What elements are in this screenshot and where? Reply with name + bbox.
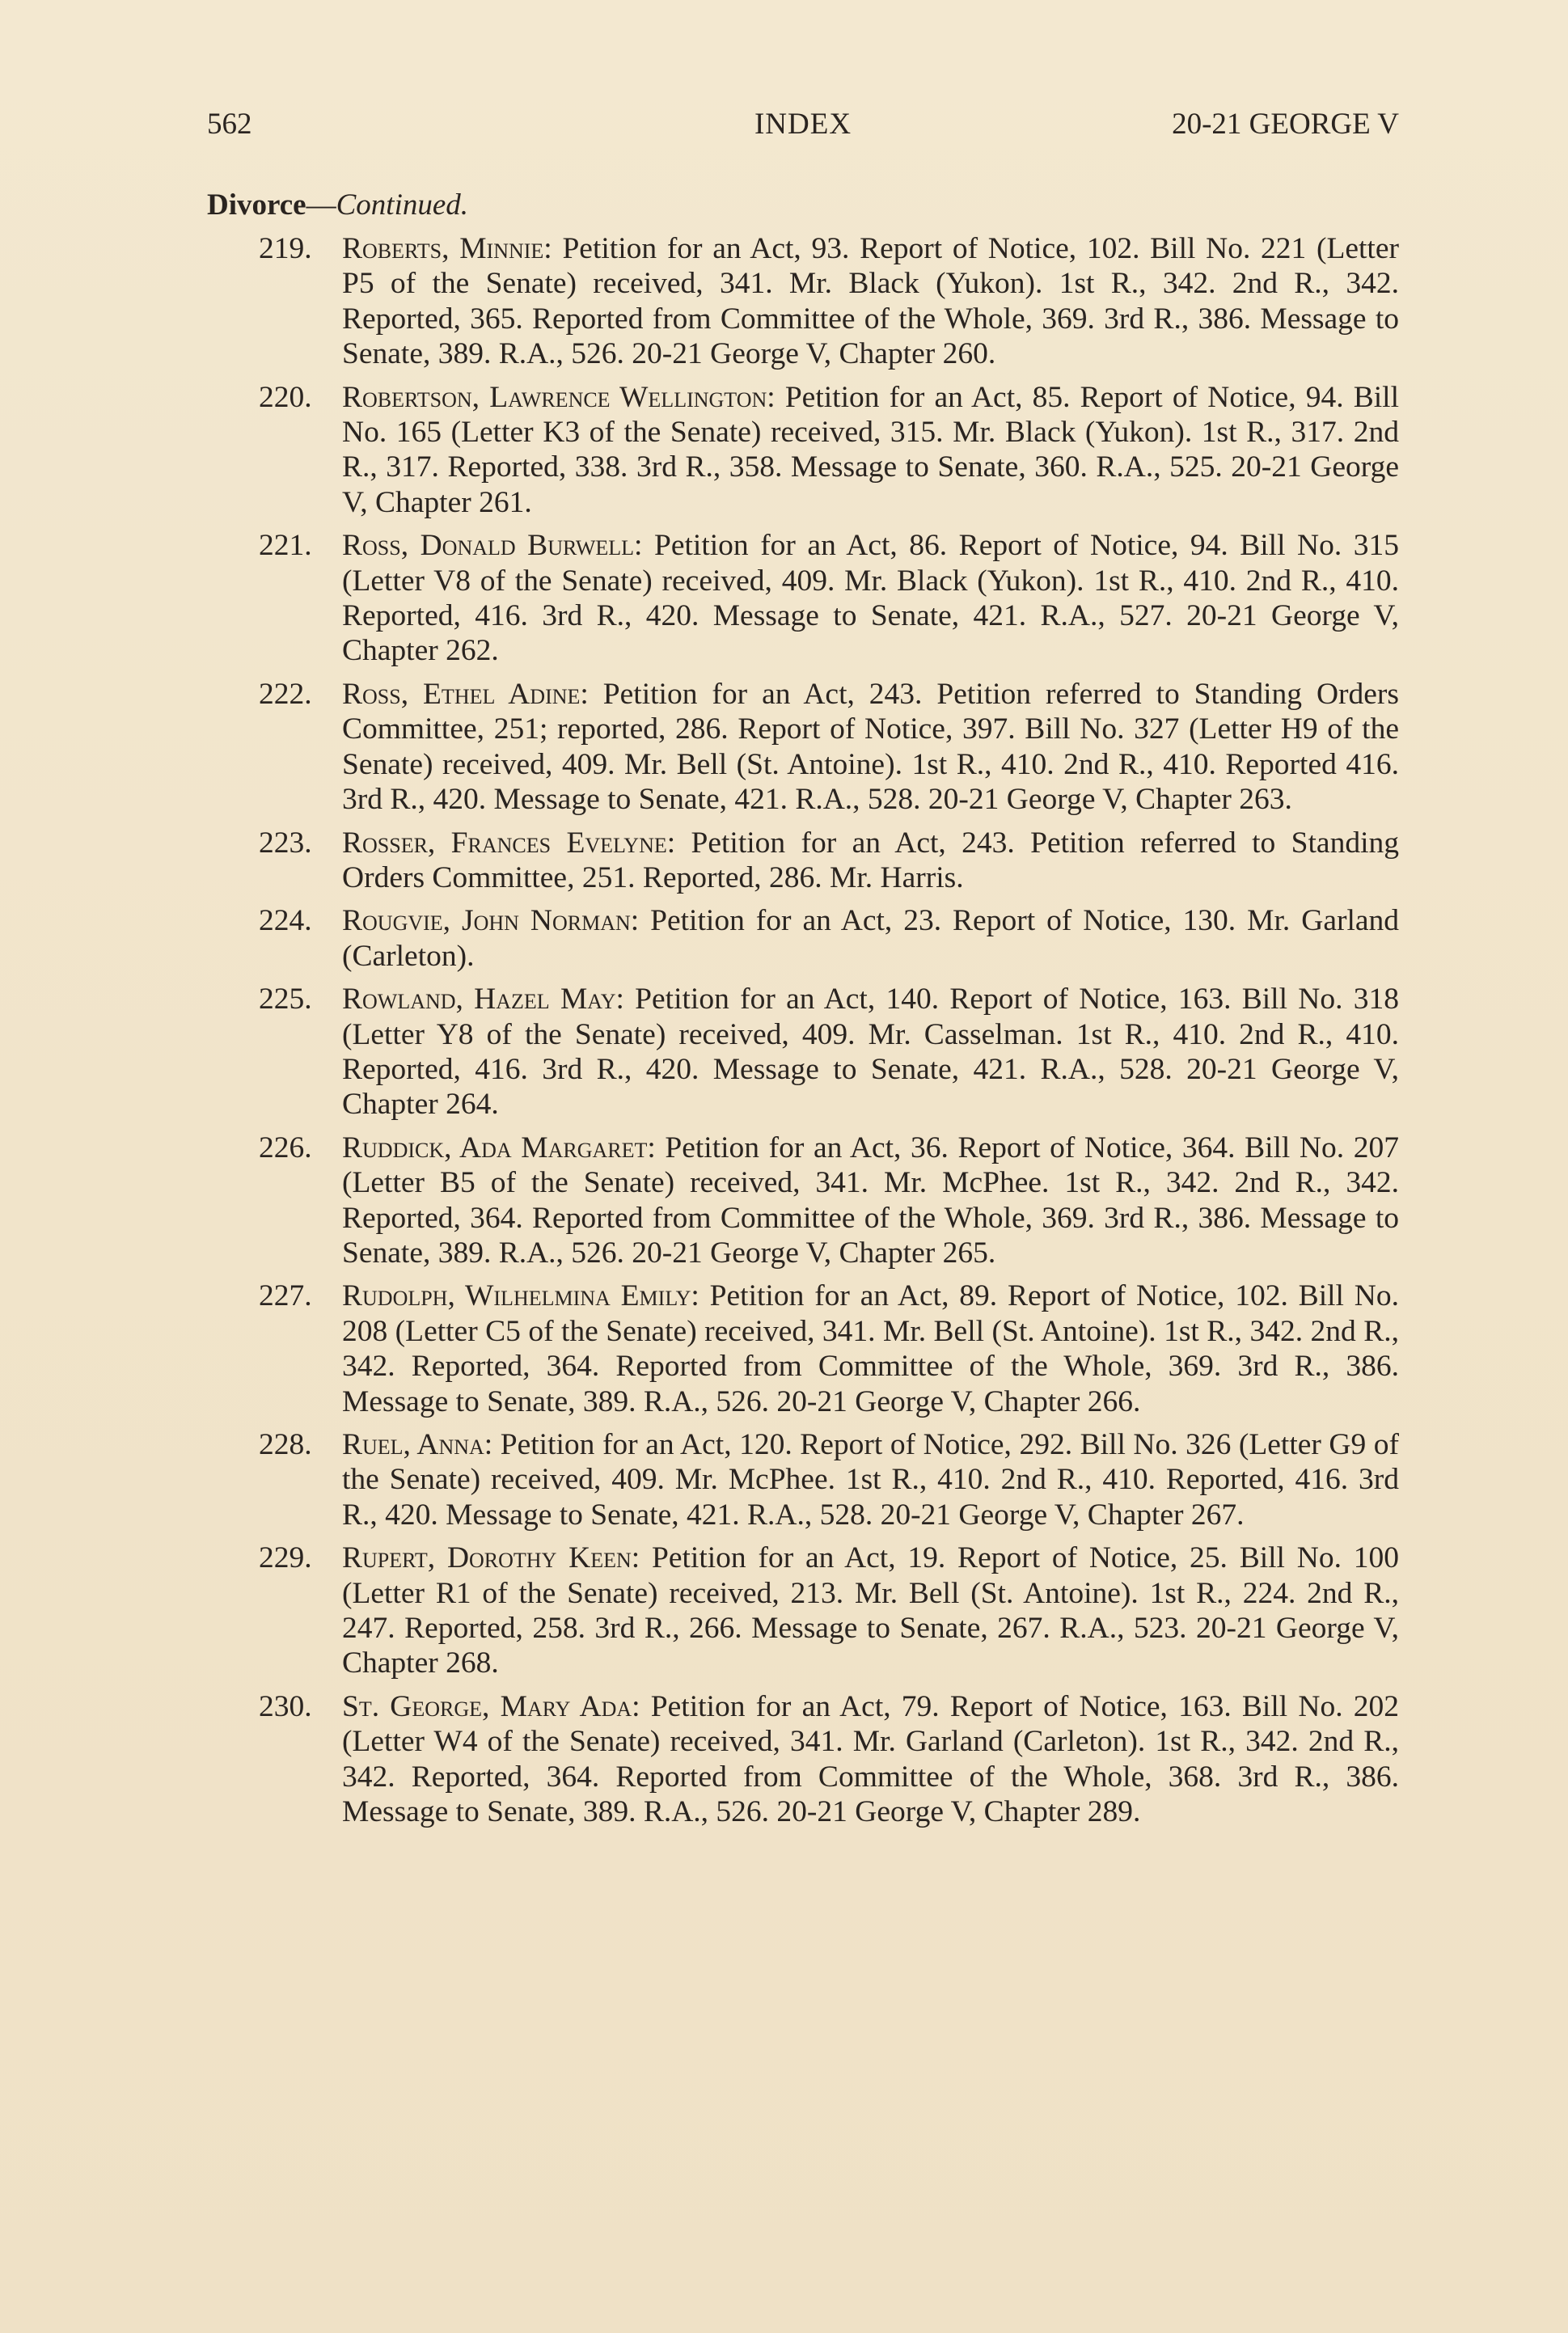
entry-text: Petition for an Act, 36. Report of Notice, 364. Bill No. 207 (Letter B5 of the Senate) received, 341. Mr. McPhee. 1st R., 342. 2nd R., 342. Reported, 364. Reported from Committee of the Whole, 369. 3rd R., 386. Message to Senate, 389. R.A., 526. 20-21 George V, Chapter 265. [342,1131,1399,1270]
index-entry-230 [207,1689,1399,1830]
index-entry-221 [207,528,1399,669]
entry-name: Ross, Ethel Adine: [342,677,589,711]
section-heading [207,188,1399,223]
entry-name: Rudolph, Wilhelmina Emily: [342,1279,699,1313]
entry-name: Rosser, Frances Evelyne: [342,826,676,860]
section-heading-dash: — [306,188,336,222]
entry-text: Petition for an Act, 86. Report of Notice, 94. Bill No. 315 (Letter V8 of the Senate) received, 409. Mr. Black (Yukon). 1st R., 410. 2nd R., 410. Reported, 416. 3rd R., 420. Message to Senate, 421. R.A., 527. 20-21 George V, Chapter 262. [342,529,1399,668]
index-entry-219 [207,231,1399,372]
entry-number: 223. [259,826,312,860]
index-entry-226 [207,1131,1399,1271]
entry-name: Rougvie, John Norman: [342,904,640,938]
running-title: INDEX [754,108,852,141]
entry-number: 224. [259,904,312,938]
entry-name: Robertson, Lawrence Wellington: [342,380,776,414]
entry-number: 220. [259,380,312,414]
entry-name: Ross, Donald Burwell: [342,529,643,563]
session-label: 20-21 GEORGE V [1172,108,1399,141]
entry-name: Ruddick, Ada Margaret: [342,1131,656,1164]
section-heading-continued: Continued. [336,188,469,222]
index-entry-228 [207,1427,1399,1532]
index-entry-223 [207,826,1399,896]
entry-text: Petition for an Act, 140. Report of Notice, 163. Bill No. 318 (Letter Y8 of the Senate) received, 409. Mr. Casselman. 1st R., 410. 2nd R., 410. Reported, 416. 3rd R., 420. Message to Senate, 421. R.A., 528. 20-21 George V, Chapter 264. [342,983,1399,1122]
index-entry-225 [207,982,1399,1122]
entry-number: 230. [259,1689,312,1723]
entry-number: 221. [259,529,312,563]
index-entry-227 [207,1279,1399,1419]
index-entry-229 [207,1541,1399,1681]
page-number: 562 [207,108,252,141]
entry-name: Rupert, Dorothy Keen: [342,1541,640,1575]
entry-number: 219. [259,232,312,265]
entry-text: Petition for an Act, 243. Petition referred to Standing Orders Committee, 251; reported, 286. Report of Notice, 397. Bill No. 327 (Letter H9 of the Senate) received, 409. Mr. Bell (St. Antoine). 1st R., 410. 2nd R., 410. Reported 416. 3rd R., 420. Message to Senate, 421. R.A., 528. 20-21 George V, Chapter 263. [342,677,1400,817]
entry-number: 229. [259,1541,312,1575]
entry-name: Ruel, Anna: [342,1428,493,1461]
entry-text: Petition for an Act, 93. Report of Notice, 102. Bill No. 221 (Letter P5 of the Senate) received, 341. Mr. Black (Yukon). 1st R., 342. 2nd R., 342. Reported, 365. Reported from Committee of the Whole, 369. 3rd R., 386. Message to Senate, 389. R.A., 526. 20-21 George V, Chapter 260. [342,232,1399,371]
entry-text: Petition for an Act, 120. Report of Notice, 292. Bill No. 326 (Letter G9 of the Senate) received, 409. Mr. McPhee. 1st R., 410. 2nd R., 410. Reported, 416. 3rd R., 420. Message to Senate, 421. R.A., 528. 20-21 George V, Chapter 267. [342,1428,1400,1532]
entry-text: Petition for an Act, 243. Petition referred to Standing Orders Committee, 251. Reported, 286. Mr. Harris. [342,826,1399,894]
entry-name: Rowland, Hazel May: [342,983,624,1016]
entry-number: 227. [259,1279,312,1313]
entry-name: St. George, Mary Ada: [342,1689,640,1723]
index-entry-224 [207,903,1399,974]
section-heading-term: Divorce [207,188,306,222]
entry-text: Petition for an Act, 85. Report of Notice, 94. Bill No. 165 (Letter K3 of the Senate) received, 315. Mr. Black (Yukon). 1st R., 317. 2nd R., 317. Reported, 338. 3rd R., 358. Message to Senate, 360. R.A., 525. 20-21 George V, Chapter 261. [342,380,1400,519]
entry-text: Petition for an Act, 79. Report of Notice, 163. Bill No. 202 (Letter W4 of the Senate) received, 341. Mr. Garland (Carleton). 1st R., 342. 2nd R., 342. Reported, 364. Reported from Committee of the Whole, 368. 3rd R., 386. Message to Senate, 389. R.A., 526. 20-21 George V, Chapter 289. [342,1689,1400,1829]
index-content [207,188,1399,1829]
index-entry-220 [207,380,1399,521]
entry-text: Petition for an Act, 23. Report of Notice, 130. Mr. Garland (Carleton). [342,904,1400,973]
page-header [207,100,1399,149]
entry-number: 222. [259,677,312,711]
entry-text: Petition for an Act, 19. Report of Notice, 25. Bill No. 100 (Letter R1 of the Senate) received, 213. Mr. Bell (St. Antoine). 1st R., 224. 2nd R., 247. Reported, 258. 3rd R., 266. Message to Senate, 267. R.A., 523. 20-21 George V, Chapter 268. [342,1541,1400,1680]
entry-number: 225. [259,983,312,1016]
entry-text: Petition for an Act, 89. Report of Notice, 102. Bill No. 208 (Letter C5 of the Senate) received, 341. Mr. Bell (St. Antoine). 1st R., 342. 2nd R., 342. Reported, 364. Reported from Committee of the Whole, 369. 3rd R., 386. Message to Senate, 389. R.A., 526. 20-21 George V, Chapter 266. [342,1279,1399,1418]
entry-number: 226. [259,1131,312,1164]
entry-name: Roberts, Minnie: [342,232,552,265]
entry-number: 228. [259,1428,312,1461]
index-entry-222 [207,677,1399,818]
